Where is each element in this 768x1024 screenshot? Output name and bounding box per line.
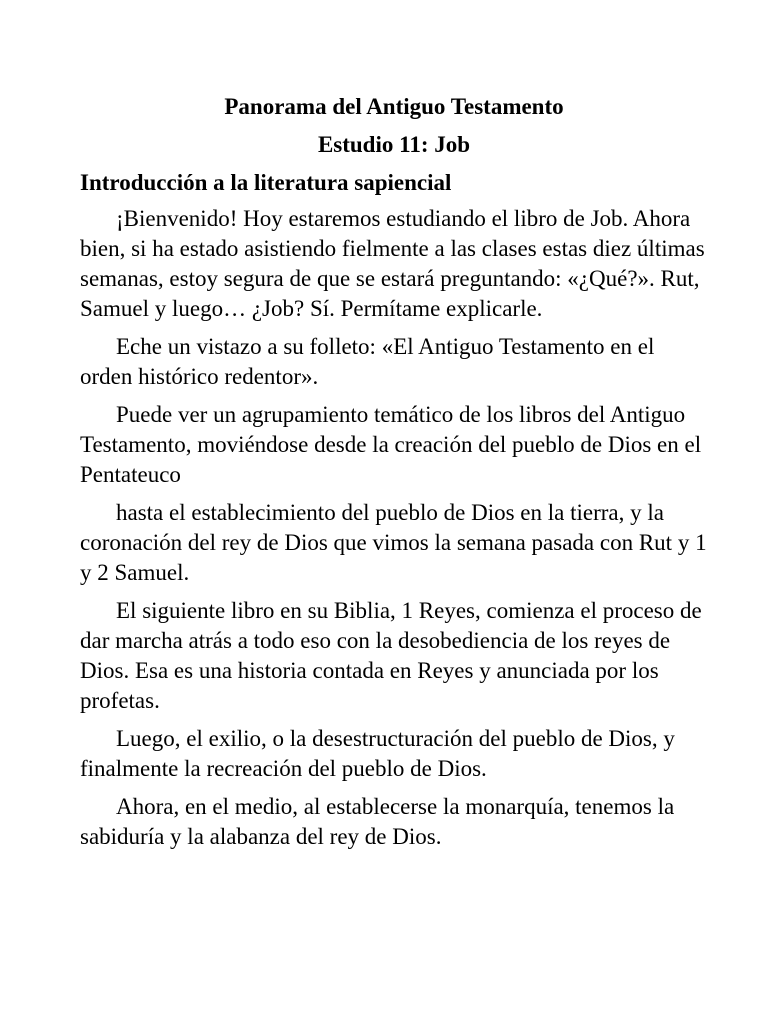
- paragraph-exile: Luego, el exilio, o la desestructuración del pueblo de Dios, y finalmente la recreación del pueblo de Dios.: [80, 726, 675, 781]
- study-subtitle: Estudio 11: Job: [317, 132, 471, 157]
- document-title: Panorama del Antiguo Testamento: [224, 94, 564, 119]
- paragraph-handout: Eche un vistazo a su folleto: «El Antiguo Testamento en el orden histórico redentor».: [80, 334, 655, 389]
- paragraph-establishment: hasta el establecimiento del pueblo de Dios en la tierra, y la coronación del rey de Dios que vimos la semana pasada con Rut y 1 y 2 Samuel.: [80, 500, 707, 585]
- paragraph-welcome: ¡Bienvenido! Hoy estaremos estudiando el libro de Job. Ahora bien, si ha estado asistiendo fielmente a las clases estas diez últimas semanas, estoy segura de que se estará preguntando: «¿Qué?». Rut, Samuel y luego… ¿Job? Sí. Permítame explicarle.: [80, 206, 705, 321]
- paragraph-thematic-grouping: Puede ver un agrupamiento temático de los libros del Antiguo Testamento, moviéndose desde la creación del pueblo de Dios en el Pentateuco: [80, 402, 702, 487]
- section-heading: Introducción a la literatura sapiencial: [80, 170, 452, 195]
- paragraph-kings: El siguiente libro en su Biblia, 1 Reyes, comienza el proceso de dar marcha atrás a todo eso con la desobediencia de los reyes de Dios. Esa es una historia contada en Reyes y anunciada por los profetas.: [80, 598, 702, 713]
- paragraph-wisdom: Ahora, en el medio, al establecerse la monarquía, tenemos la sabiduría y la alabanza del rey de Dios.: [80, 794, 675, 849]
